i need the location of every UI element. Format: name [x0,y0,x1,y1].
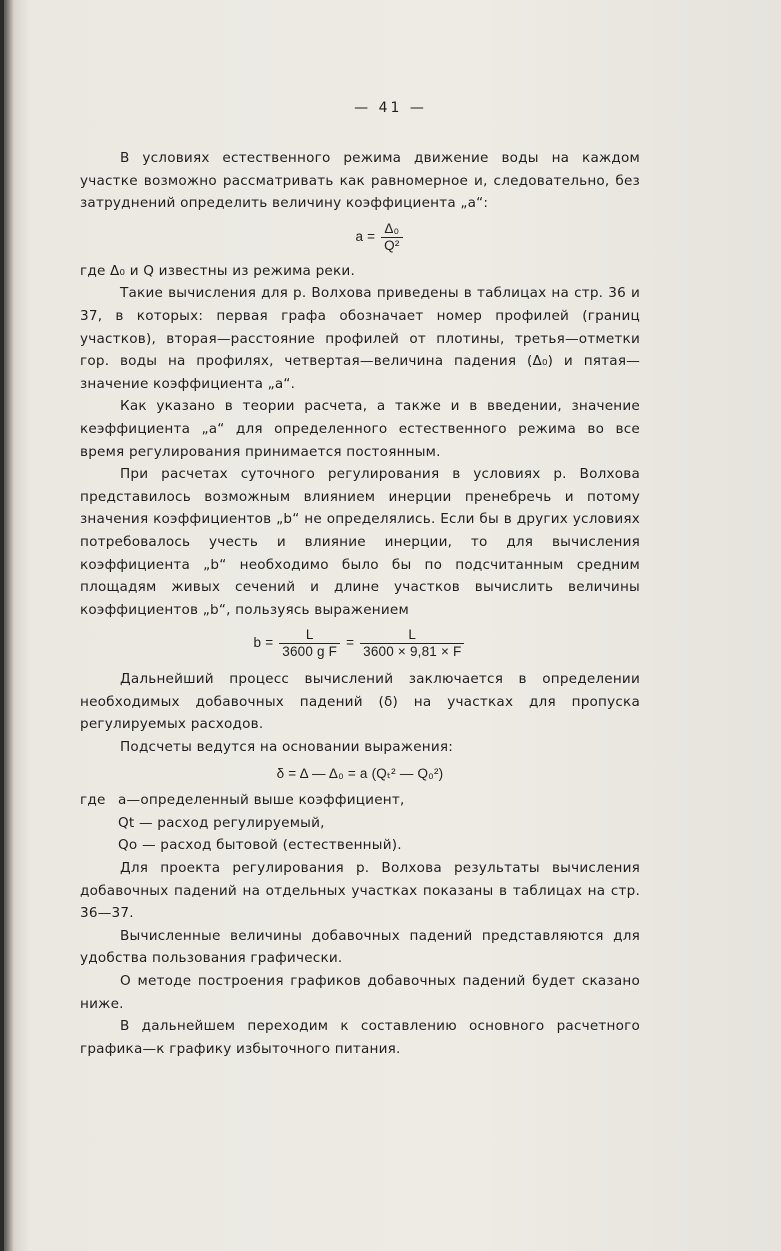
where-line: где Δ₀ и Q известны из режима реки. [80,262,355,279]
formula-b [80,627,640,660]
definition-text: a—определенный выше коэффициент, [118,792,405,809]
formula-b-numerator-2: L [360,627,464,644]
formula-b-numerator-1: L [279,627,340,644]
binding-edge [0,0,4,1251]
definition-text: Qо — расход бытовой (естественный). [118,837,402,854]
paragraph-9: О методе построения графиков добавочных падений будет сказано ниже. [80,973,640,1012]
formula-a-fraction [381,221,402,254]
paragraph-8: Вычисленные величины добавочных падений представляются для удобства пользования графически. [80,927,640,967]
formula-a-denominator: Q² [384,237,400,253]
paragraph-4: При расчетах суточного регулирования в условиях р. Волхова представилось возможным влиянием инерции пренебречь и потому значения коэффициентов „b“ не определялись. Если бы в других условиях потребовалось учесть и влияние инерции, то для вычисления коэффициента „b“ необходимо было бы по подсчитанным средним площадям живых сечений и длине участков вычислить величины коэффициентов „b“, пользуясь выражением [80,466,640,618]
formula-b-denominator-2: 3600 × 9,81 × F [363,644,462,660]
definition-text: Qt — расход регулируемый, [118,814,325,831]
definition-lead [80,834,118,857]
formula-b-fraction-1 [279,627,340,660]
paragraph-10: В дальнейшем переходим к составлению основного расчетного графика—к графику избыточного питания. [80,1018,640,1057]
definition-lead [80,812,118,835]
formula-a-lhs: a = [355,228,376,244]
definition-lead: где [80,792,106,809]
definition-row [80,812,640,835]
paragraph-3: Как указано в теории расчета, а также и в введении, значение кеэффициента „a“ для определенного естественного режима во все время регулирования принимается постоянным. [80,398,640,460]
formula-b-fraction-2 [360,627,464,660]
definition-row [80,834,640,857]
document-body [80,147,640,1060]
paragraph-7: Для проекта регулирования р. Волхова результаты вычисления добавочных падений на отдельных участках показаны в таблицах на стр. 36—37. [80,860,640,922]
formula-b-equals: = [346,635,355,651]
formula-b-lhs: b = [253,635,274,651]
paragraph-5: Дальнейший процесс вычислений заключается в определении необходимых добавочных падений (δ) на участках для пропуска регулируемых расходов. [80,671,640,733]
paragraph-6: Подсчеты ведутся на основании выражения: [120,739,454,756]
formula-delta: δ = Δ — Δ₀ = a (Qₜ² — Q₀²) [276,765,444,781]
definition-row [80,789,640,812]
definitions-list [80,789,640,857]
formula-b-denominator-1: 3600 g F [282,644,338,660]
paragraph-2: Такие вычисления для р. Волхова приведены в таблицах на стр. 36 и 37, в которых: первая графа обозначает номер профилей (границ участков), вторая—расстояние профилей от плотины, третья—отметки гор. воды на профилях, четвертая—величина падения (Δ₀) и пятая—значение коэффициента „a“. [80,285,640,392]
formula-a-numerator: Δ₀ [381,221,402,238]
paragraph-1: В условиях естественного режима движение воды на каждом участке возможно рассматривать как равномерное и, следовательно, без затруднений определить величину коэффициента „a“: [80,150,640,212]
formula-a [120,221,640,254]
page-number: — 41 — [354,100,427,116]
